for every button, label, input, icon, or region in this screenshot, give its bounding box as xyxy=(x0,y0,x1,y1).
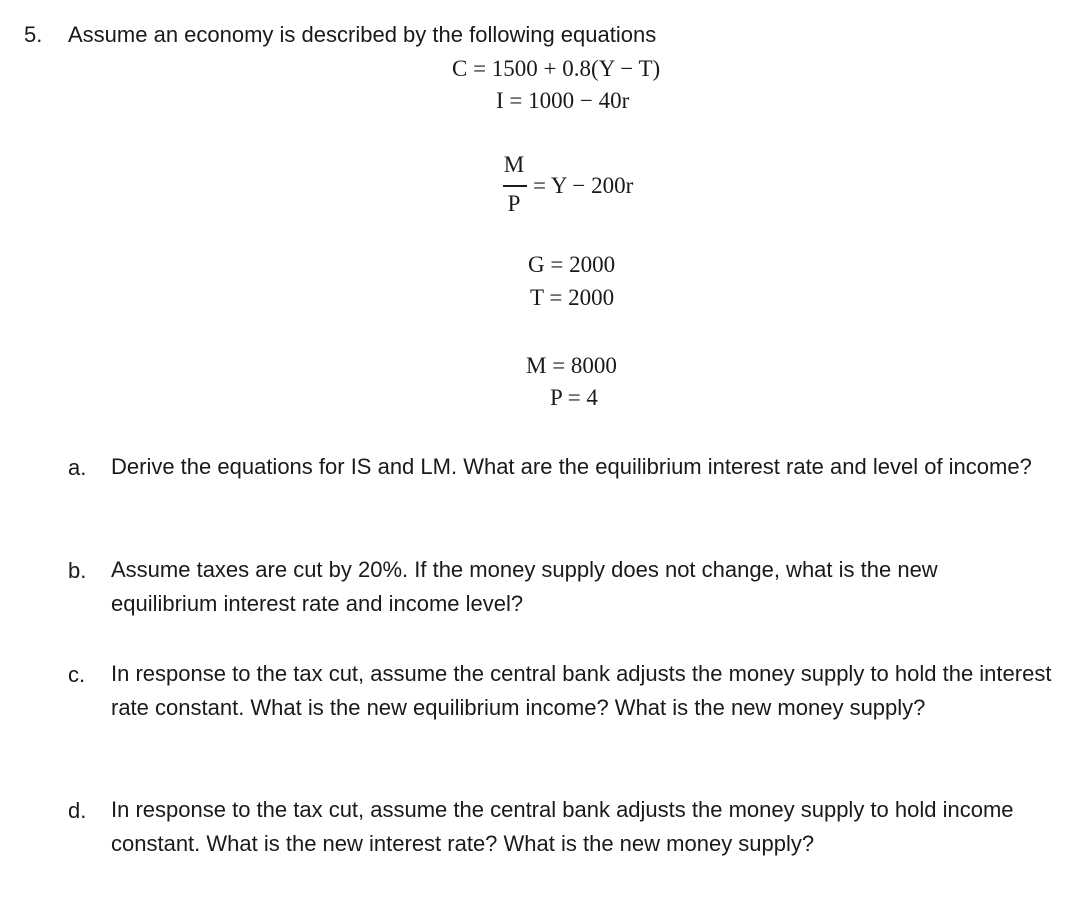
question-label: a. xyxy=(68,455,87,480)
question-text: In response to the tax cut, assume the central bank adjusts the money supply to hold income constant. What is the new interest rate? What is the new money supply? xyxy=(111,797,1014,856)
taxes-equation: T = 2000 xyxy=(530,285,615,310)
question-label: c. xyxy=(68,662,86,687)
consumption-equation: C = 1500 + 0.8(Y − T) xyxy=(452,56,661,81)
money-demand-numerator: M xyxy=(503,152,525,177)
money-demand-rhs: = Y − 200r xyxy=(533,173,634,198)
problem-number: 5. xyxy=(24,22,43,47)
question-text: Assume taxes are cut by 20%. If the money supply does not change, what is the new equilibrium interest rate and income level? xyxy=(111,557,938,616)
question-label: d. xyxy=(68,798,87,823)
price-level-equation: P = 4 xyxy=(550,385,598,410)
problem-intro: Assume an economy is described by the following equations xyxy=(68,22,657,47)
question-label: b. xyxy=(68,558,87,583)
question-text: In response to the tax cut, assume the central bank adjusts the money supply to hold the interest rate constant. What is the new equilibrium income? What is the new money supply? xyxy=(111,661,1052,720)
money-demand-denominator: P xyxy=(507,191,521,216)
government-equation: G = 2000 xyxy=(528,252,616,277)
question-text: Derive the equations for IS and LM. What are the equilibrium interest rate and level of income? xyxy=(111,454,1032,479)
fraction-bar xyxy=(503,185,527,187)
money-supply-equation: M = 8000 xyxy=(526,353,617,378)
investment-equation: I = 1000 − 40r xyxy=(496,88,630,113)
